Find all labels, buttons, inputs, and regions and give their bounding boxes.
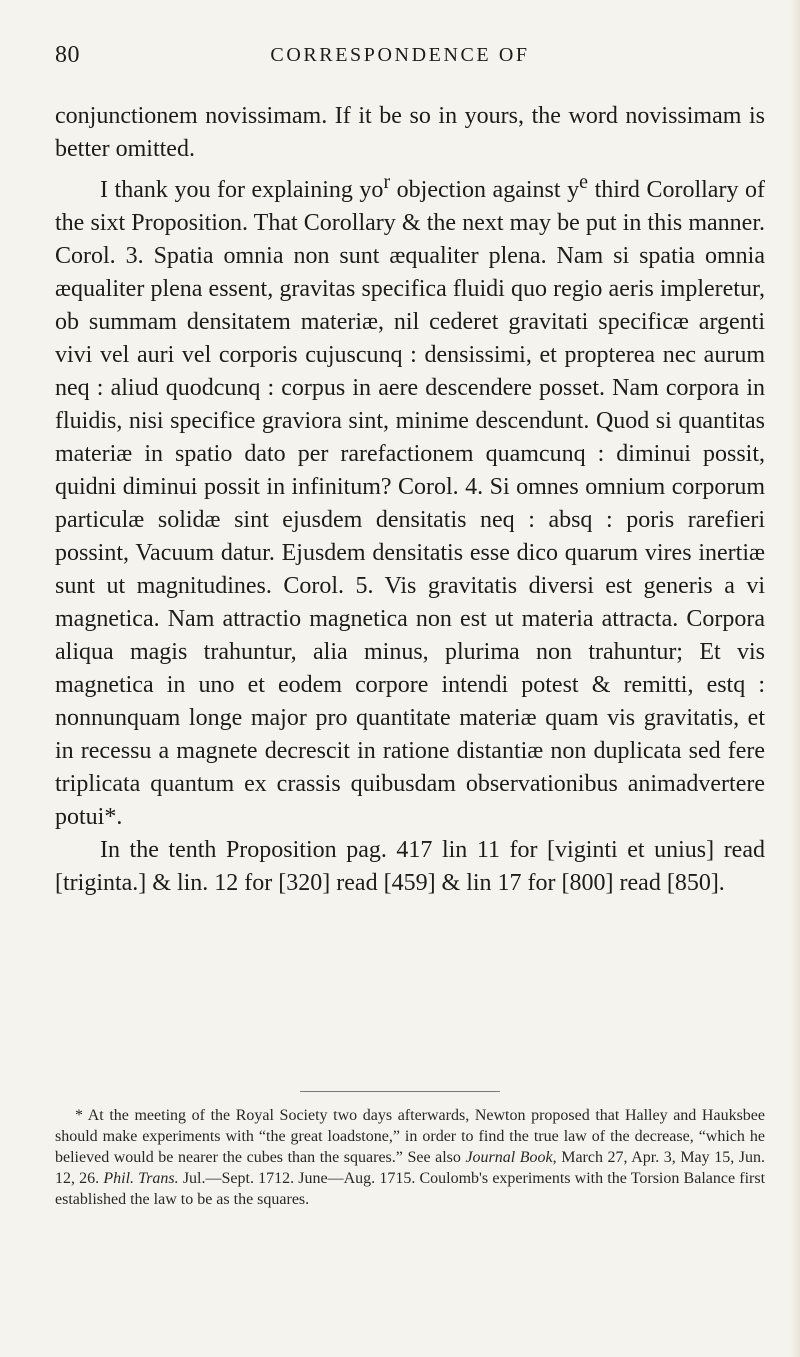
footnote-part-b: , March 27, Apr. 3, May 15, Jun. 12, 26. <box>55 1149 765 1187</box>
running-head: CORRESPONDENCE OF <box>270 44 530 66</box>
page-edge-stain <box>790 0 800 1357</box>
footnote-part-c: Jul.—Sept. 1712. June—Aug. 1715. Coulomb's experiments with the Torsion Balance first established the law to be as the squares. <box>55 1170 766 1208</box>
footnote-divider <box>300 1091 500 1092</box>
paragraph-2-part-b: objection against y <box>390 177 580 203</box>
footnote-phil-trans: Phil. Trans. <box>103 1170 179 1187</box>
footnote <box>55 1105 765 1210</box>
superscript-r: r <box>383 171 391 193</box>
paragraph-3: In the tenth Proposition pag. 417 lin 11 for [viginti et unius] read [triginta.] & lin. 12 for [320] read [459] & lin 17 for [800] read [850]. <box>55 837 765 896</box>
paragraph-2-part-a: I thank you for explaining yo <box>100 177 384 203</box>
footnote-part-a: * At the meeting of the Royal Society two days afterwards, Newton proposed that Halley and Hauksbee should make experiments with “the great loadstone,” in order to find the true law of the decrease, “which he believed would be nearer the cubes than the squares.” See also <box>55 1107 765 1166</box>
page-number: 80 <box>55 42 80 68</box>
superscript-e: e <box>579 171 588 193</box>
paragraph-2-part-c: third Corollary of the sixt Proposition. That Corollary & the next may be put in this manner. Corol. 3. Spatia omnia non sunt æqualiter plena. Nam si spatia omnia æqualiter plena essent, gravitas specifica fluidi quo regio aeris impleretur, ob summam densitatem materiæ, nil cederet gravitati specificæ argenti vivi vel auri vel corporis cujuscunq : densissimi, et propterea nec aurum neq : aliud quodcunq : corpus in aere descendere posset. Nam corpora in fluidis, nisi specifice graviora sint, minime descendunt. Quod si quantitas materiæ in spatio dato per rarefactionem quamcunq : diminui possit, quidni diminui possit in infinitum? Corol. 4. Si omnes omnium corporum particulæ solidæ sint ejusdem densitatis neq : absq : poris rarefieri possint, Vacuum datur. Ejusdem densitatis esse dico quarum vires inertiæ sunt ut magnitudines. Corol. 5. Vis gravitatis diversi est generis a vi magnetica. Nam attractio magnetica non est ut materia attracta. Corpora aliqua magis trahuntur, alia minus, plurima non trahuntur; Et vis magnetica in uno et eodem corpore intendi potest & remitti, estq : nonnunquam longe major pro quantitate materiæ quam vis gravitatis, et in recessu a magnete decrescit in ratione distantiæ non duplicata sed fere triplicata quantum ex crassis quibusdam observationibus animadvertere potui*. <box>55 177 765 830</box>
paragraph-1: conjunctionem novissimam. If it be so in yours, the word novissimam is better omitted. <box>55 103 765 162</box>
footnote-journal-book: Journal Book <box>465 1149 553 1166</box>
page-header <box>55 42 745 82</box>
paragraph-2 <box>55 166 765 834</box>
main-text <box>55 100 765 900</box>
